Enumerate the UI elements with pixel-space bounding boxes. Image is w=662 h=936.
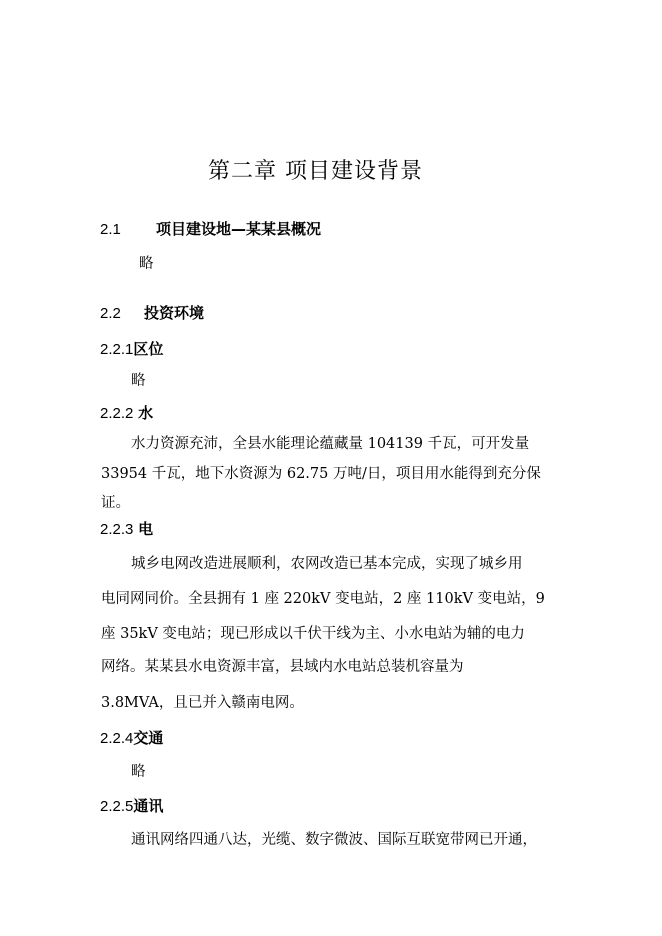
paragraph-line: 座 35kV 变电站；现已形成以千伏干线为主、小水电站为辅的电力 (101, 626, 525, 642)
paragraph-line: 城乡电网改造进展顺利，农网改造已基本完成，实现了城乡用 (131, 556, 523, 572)
paragraph-line: 网络。某某县水电资源丰富，县域内水电站总装机容量为 (101, 659, 464, 675)
section-2-2-3-heading (100, 519, 153, 540)
section-2-2-heading (100, 303, 204, 324)
paragraph-line: 通讯网络四通八达，光缆、数字微波、国际互联宽带网已开通， (131, 832, 537, 848)
section-number: 2.2.2 (100, 405, 134, 422)
section-title: 项目建设地—某某县概况 (156, 220, 322, 238)
section-2-1-body: 略 (139, 256, 154, 272)
paragraph-line: 电同网同价。全县拥有 1 座 220kV 变电站，2 座 110kV 变电站，9 (101, 591, 545, 607)
section-2-2-4-body: 略 (131, 764, 146, 780)
section-title: 投资环境 (144, 304, 205, 322)
section-title: 通讯 (133, 797, 164, 815)
section-number: 2.2.4 (100, 730, 134, 747)
section-title: 交通 (133, 729, 164, 747)
paragraph-line: 3.8MVA，且已并入赣南电网。 (101, 695, 304, 711)
section-2-2-1-body: 略 (131, 373, 146, 389)
section-number: 2.1 (100, 221, 121, 238)
section-2-2-4-heading (100, 728, 163, 749)
section-2-1-heading (100, 219, 321, 240)
chapter-title: 第二章 项目建设背景 (208, 159, 423, 184)
section-number: 2.2 (100, 305, 121, 322)
section-number: 2.2.5 (100, 798, 134, 815)
section-2-2-2-heading (100, 403, 153, 424)
paragraph-line: 水力资源充沛，全县水能理论蕴藏量 104139 千瓦，可开发量 (131, 436, 530, 452)
section-title: 水 (138, 404, 154, 422)
section-number: 2.2.1 (100, 341, 134, 358)
section-title: 区位 (133, 340, 164, 358)
section-number: 2.2.3 (100, 521, 134, 538)
paragraph-line: 证。 (101, 495, 130, 511)
section-title: 电 (138, 520, 154, 538)
section-2-2-1-heading (100, 339, 163, 360)
section-2-2-5-heading (100, 796, 163, 817)
paragraph-line: 33954 千瓦，地下水资源为 62.75 万吨/日，项目用水能得到充分保 (101, 466, 541, 482)
